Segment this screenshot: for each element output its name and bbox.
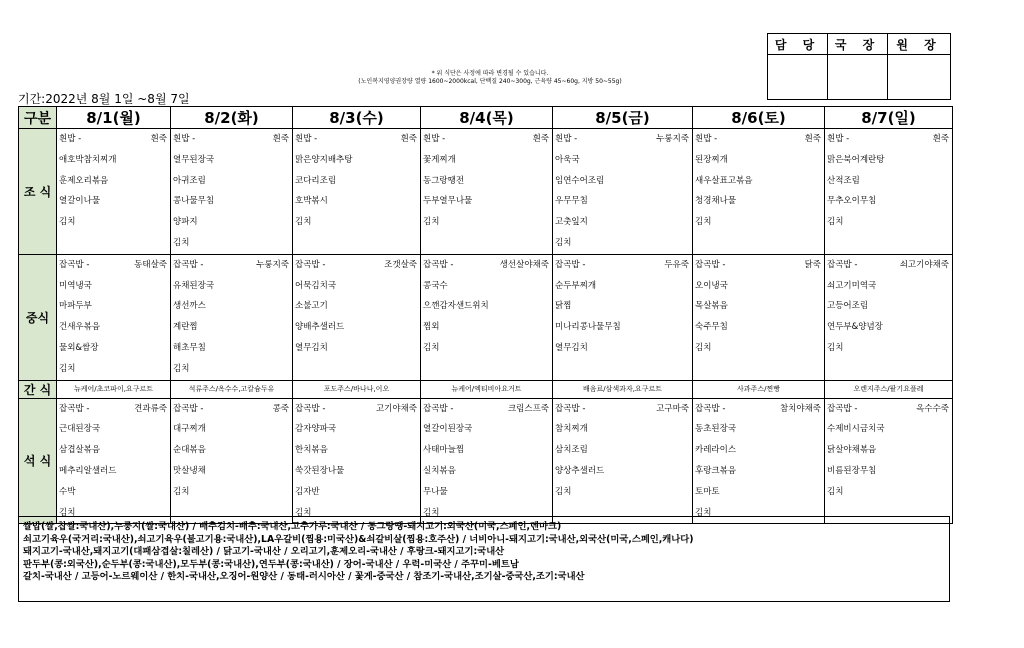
menu-item: 닭찜 bbox=[555, 301, 572, 312]
approval-label-staff: 담 당 bbox=[768, 34, 828, 55]
menu-item bbox=[293, 233, 420, 254]
rice-item: 잡곡밥 - bbox=[827, 259, 858, 270]
menu-item bbox=[553, 359, 692, 380]
menu-line bbox=[693, 399, 824, 420]
rice-item: 잡곡밥 - bbox=[827, 403, 858, 414]
approval-sign-director[interactable] bbox=[828, 55, 888, 100]
menu-line bbox=[293, 129, 420, 150]
approval-label-director: 국 장 bbox=[828, 34, 888, 55]
dinner-cell bbox=[171, 398, 293, 524]
menu-item: 김치 bbox=[59, 507, 76, 518]
menu-item: 참치찌개 bbox=[555, 424, 588, 435]
menu-item: 맑은북어계란탕 bbox=[827, 154, 885, 165]
rice-item: 잡곡밥 - bbox=[295, 403, 326, 414]
menu-line bbox=[171, 255, 292, 276]
menu-item: 코다리조림 bbox=[295, 175, 337, 186]
dinner-cell bbox=[293, 398, 421, 524]
menu-item: 김치 bbox=[695, 342, 712, 353]
menu-item: 감자양파국 bbox=[295, 424, 337, 435]
lunch-row bbox=[19, 254, 953, 380]
lunch-cell bbox=[825, 254, 953, 380]
menu-item: 아욱국 bbox=[555, 154, 580, 165]
menu-item: 청경채나물 bbox=[695, 196, 737, 207]
menu-item: 김치 bbox=[695, 507, 712, 518]
menu-item: 근대된장국 bbox=[59, 424, 101, 435]
menu-item: 꽃게찌개 bbox=[423, 154, 456, 165]
menu-item: 쇠고기미역국 bbox=[827, 280, 877, 291]
menu-item: 실치볶음 bbox=[423, 465, 456, 476]
menu-item: 김치 bbox=[827, 217, 844, 228]
menu-line bbox=[421, 129, 552, 150]
menu-item: 숙주무침 bbox=[695, 322, 728, 333]
approval-sign-staff[interactable] bbox=[768, 55, 828, 100]
rice-item: 잡곡밥 - bbox=[423, 259, 454, 270]
porridge-item: 흰죽 bbox=[150, 134, 167, 144]
menu-item: 김치 bbox=[695, 217, 712, 228]
porridge-item: 동태살죽 bbox=[134, 259, 167, 270]
menu-item: 삼겹살볶음 bbox=[59, 445, 101, 456]
porridge-item: 생선살야채죽 bbox=[499, 259, 549, 270]
day-header: 8/3(수) bbox=[293, 107, 421, 129]
menu-item: 건새우볶음 bbox=[59, 322, 101, 333]
menu-item: 김치 bbox=[295, 507, 312, 518]
rice-item: 잡곡밥 - bbox=[555, 259, 586, 270]
lunch-cell bbox=[693, 254, 825, 380]
snack-cell: 오렌지주스/팥기요플레 bbox=[825, 380, 953, 398]
rice-item: 잡곡밥 - bbox=[555, 403, 586, 414]
menu-item: 찜외 bbox=[423, 322, 440, 333]
porridge-item: 쇠고기야채죽 bbox=[899, 259, 949, 270]
menu-item: 무추오이무침 bbox=[827, 196, 877, 207]
menu-item: 카레라이스 bbox=[695, 445, 737, 456]
porridge-item: 누룽지죽 bbox=[256, 259, 289, 270]
menu-item: 연두부&양념장 bbox=[827, 322, 883, 333]
menu-notice bbox=[300, 70, 680, 86]
menu-line bbox=[421, 399, 552, 420]
snack-cell: 뉴케어/초코파이,요구르트 bbox=[57, 380, 171, 398]
menu-line bbox=[421, 255, 552, 276]
menu-item: 어묵김치국 bbox=[295, 280, 337, 291]
menu-item: 김치 bbox=[423, 342, 440, 353]
menu-item: 쑥갓된장나물 bbox=[295, 465, 345, 476]
snack-cell: 석류주스/옥수수,고칼슘두유 bbox=[171, 380, 293, 398]
origin-line: 쌀밥(쌀,찹쌀:국내산),누룽지(쌀:국내산) / 배추김치-배추:국내산,고추가루:국내산 / 동그랑땡-돼지고기:외국산(미국,스페인,덴마크) bbox=[23, 521, 562, 532]
menu-item: 순대볶음 bbox=[173, 445, 206, 456]
meal-label-breakfast: 조 식 bbox=[19, 129, 57, 255]
gubun-header: 구분 bbox=[19, 107, 57, 129]
menu-item: 훈제오리볶음 bbox=[59, 175, 109, 186]
menu-item: 새우살표고볶음 bbox=[695, 175, 753, 186]
menu-line bbox=[553, 129, 692, 150]
menu-item: 김치 bbox=[555, 237, 572, 248]
menu-item bbox=[825, 233, 952, 254]
menu-item: 물외&쌈장 bbox=[59, 342, 99, 353]
menu-item: 맑은양지배추탕 bbox=[295, 154, 353, 165]
menu-item bbox=[825, 359, 952, 380]
menu-line bbox=[57, 129, 170, 150]
menu-line bbox=[57, 399, 170, 420]
menu-line bbox=[825, 129, 952, 150]
menu-line bbox=[825, 399, 952, 420]
menu-item: 오이냉국 bbox=[695, 280, 728, 291]
menu-item: 삼치조림 bbox=[555, 445, 588, 456]
menu-item: 김치 bbox=[59, 217, 76, 228]
lunch-cell bbox=[171, 254, 293, 380]
dinner-row bbox=[19, 398, 953, 524]
rice-item: 잡곡밥 - bbox=[695, 259, 726, 270]
breakfast-cell bbox=[421, 129, 553, 255]
menu-item: 열무김치 bbox=[555, 342, 588, 353]
menu-item: 양배추샐러드 bbox=[295, 322, 345, 333]
day-header: 8/7(일) bbox=[825, 107, 953, 129]
breakfast-row bbox=[19, 129, 953, 255]
lunch-cell bbox=[421, 254, 553, 380]
menu-line bbox=[553, 255, 692, 276]
origin-line: 판두부(콩:외국산),순두부(콩:국내산),모두부(콩:국내산),연두부(콩:국내산) / 장어-국내산 / 우럭-미국산 / 주꾸미-베트남 bbox=[23, 558, 519, 570]
porridge-item: 흰죽 bbox=[272, 134, 289, 144]
porridge-item: 참치야채죽 bbox=[779, 403, 821, 414]
menu-item bbox=[693, 359, 824, 380]
lunch-cell bbox=[293, 254, 421, 380]
snack-cell: 배음료/삼색과자,요구르트 bbox=[553, 380, 693, 398]
menu-item: 양파지 bbox=[173, 217, 198, 228]
menu-item bbox=[693, 233, 824, 254]
notice-line: * 위 식단은 사정에 따라 변경될 수 있습니다. bbox=[431, 70, 549, 77]
menu-item: 미역냉국 bbox=[59, 280, 92, 291]
rice-item: 흰밥 - bbox=[423, 134, 446, 144]
breakfast-cell bbox=[171, 129, 293, 255]
menu-line bbox=[693, 255, 824, 276]
rice-item: 잡곡밥 - bbox=[173, 259, 204, 270]
menu-item: 양상추샐러드 bbox=[555, 465, 605, 476]
breakfast-cell bbox=[553, 129, 693, 255]
menu-line bbox=[293, 399, 420, 420]
menu-item: 아귀조림 bbox=[173, 175, 206, 186]
menu-item: 두부열무나물 bbox=[423, 196, 473, 207]
meal-label-lunch: 중식 bbox=[19, 254, 57, 380]
menu-item bbox=[293, 359, 420, 380]
breakfast-cell bbox=[693, 129, 825, 255]
menu-item: 대구찌개 bbox=[173, 424, 206, 435]
menu-item: 비름된장무침 bbox=[827, 465, 877, 476]
porridge-item: 흰죽 bbox=[804, 134, 821, 144]
menu-line bbox=[171, 399, 292, 420]
menu-item: 고등어조림 bbox=[827, 301, 869, 312]
menu-item: 우무무침 bbox=[555, 196, 588, 207]
porridge-item: 흰죽 bbox=[932, 134, 949, 144]
snack-cell: 포도주스/바나나,이오 bbox=[293, 380, 421, 398]
rice-item: 잡곡밥 - bbox=[295, 259, 326, 270]
menu-item bbox=[421, 233, 552, 254]
porridge-item: 견과류죽 bbox=[134, 403, 167, 414]
snack-cell: 뉴케어/엑티비아요거트 bbox=[421, 380, 553, 398]
porridge-item: 누룽지죽 bbox=[656, 134, 689, 144]
rice-item: 잡곡밥 - bbox=[59, 403, 90, 414]
dinner-cell bbox=[693, 398, 825, 524]
menu-item: 열무된장국 bbox=[173, 154, 215, 165]
menu-item: 동그랑땡전 bbox=[423, 175, 465, 186]
menu-item: 열무김치 bbox=[295, 342, 328, 353]
period-label: 기간:2022년 8월 1일 ~8월 7일 bbox=[18, 92, 190, 106]
menu-line bbox=[293, 255, 420, 276]
breakfast-cell bbox=[825, 129, 953, 255]
menu-item: 김치 bbox=[827, 486, 844, 497]
meal-label-snack: 간 식 bbox=[19, 380, 57, 398]
day-header: 8/4(목) bbox=[421, 107, 553, 129]
day-header: 8/2(화) bbox=[171, 107, 293, 129]
porridge-item: 크림스프죽 bbox=[507, 403, 549, 414]
breakfast-cell bbox=[293, 129, 421, 255]
menu-item: 닭살야채볶음 bbox=[827, 445, 877, 456]
rice-item: 흰밥 - bbox=[555, 134, 578, 144]
menu-item: 김치 bbox=[827, 342, 844, 353]
dinner-cell bbox=[553, 398, 693, 524]
menu-item: 열갈이나물 bbox=[59, 196, 101, 207]
porridge-item: 두유죽 bbox=[664, 259, 689, 270]
approval-sign-head[interactable] bbox=[888, 55, 951, 100]
porridge-item: 조갯살죽 bbox=[384, 259, 417, 270]
day-header: 8/5(금) bbox=[553, 107, 693, 129]
porridge-item: 콩죽 bbox=[272, 403, 289, 414]
menu-item: 생선까스 bbox=[173, 301, 206, 312]
rice-item: 흰밥 - bbox=[827, 134, 850, 144]
weekly-menu-table bbox=[18, 106, 953, 524]
menu-line bbox=[693, 129, 824, 150]
menu-item: 수제비시금치국 bbox=[827, 424, 885, 435]
rice-item: 흰밥 - bbox=[59, 134, 82, 144]
menu-item: 미나리콩나물무침 bbox=[555, 322, 621, 333]
menu-item bbox=[57, 233, 170, 254]
origin-line: 돼지고기-국내산,돼지고기(대패삼겹살:칠레산) / 닭고기-국내산 / 오리고기,훈제오리-국내산 / 후랑크-돼지고기:국내산 bbox=[23, 546, 505, 557]
rice-item: 흰밥 - bbox=[173, 134, 196, 144]
lunch-cell bbox=[553, 254, 693, 380]
menu-item: 동초된장국 bbox=[695, 424, 737, 435]
menu-item: 사태마늘찜 bbox=[423, 445, 465, 456]
menu-line bbox=[57, 255, 170, 276]
rice-item: 잡곡밥 - bbox=[59, 259, 90, 270]
menu-item: 해초무침 bbox=[173, 342, 206, 353]
origin-line: 갈치-국내산 / 고등어-노르웨이산 / 한치-국내산,오징어-원양산 / 동태-러시아산 / 꽃게-중국산 / 참조기-국내산,조기살-중국산,조기:국내산 bbox=[23, 571, 585, 582]
menu-item: 목살볶음 bbox=[695, 301, 728, 312]
snack-cell: 사과주스/찐빵 bbox=[693, 380, 825, 398]
menu-item: 계란찜 bbox=[173, 322, 198, 333]
menu-item: 으깬감자샌드위치 bbox=[423, 301, 489, 312]
meal-label-dinner: 석 식 bbox=[19, 398, 57, 524]
menu-item bbox=[421, 359, 552, 380]
origin-line: 쇠고기육우(국거리:국내산),쇠고기육우(불고기용:국내산),LA우갈비(찜용:미국산)&쇠갈비살(찜용:호주산) / 너비아니-돼지고기:국내산,외국산(미국,스페인,캐나다) bbox=[23, 533, 694, 545]
rice-item: 흰밥 - bbox=[295, 134, 318, 144]
porridge-item: 고기야채죽 bbox=[375, 403, 417, 414]
rice-item: 잡곡밥 - bbox=[173, 403, 204, 414]
rice-item: 잡곡밥 - bbox=[695, 403, 726, 414]
menu-item: 마파두부 bbox=[59, 301, 92, 312]
menu-item: 열갈이된장국 bbox=[423, 424, 473, 435]
menu-item: 김치 bbox=[173, 486, 190, 497]
menu-item: 콩국수 bbox=[423, 280, 448, 291]
porridge-item: 옥수수죽 bbox=[916, 403, 949, 414]
menu-item: 고춧잎지 bbox=[555, 217, 588, 228]
breakfast-cell bbox=[57, 129, 171, 255]
menu-item: 김치 bbox=[59, 363, 76, 374]
menu-item: 소불고기 bbox=[295, 301, 328, 312]
menu-item: 김치 bbox=[173, 363, 190, 374]
origin-info bbox=[18, 516, 950, 602]
dinner-cell bbox=[421, 398, 553, 524]
menu-item: 김치 bbox=[173, 237, 190, 248]
menu-item: 김치 bbox=[555, 486, 572, 497]
porridge-item: 닭죽 bbox=[804, 259, 821, 270]
notice-line: (노인복지영양권장량 열량 1600~2000kcal, 단백질 240~300g, 근육량 45~60g, 지방 50~55g) bbox=[358, 78, 622, 85]
menu-item: 김치 bbox=[423, 217, 440, 228]
menu-item: 후랑크볶음 bbox=[695, 465, 737, 476]
menu-item: 애호박참치찌개 bbox=[59, 154, 117, 165]
menu-item: 메추리알샐러드 bbox=[59, 465, 117, 476]
menu-item: 된장찌개 bbox=[695, 154, 728, 165]
menu-item: 무나물 bbox=[423, 486, 448, 497]
snack-row bbox=[19, 380, 953, 398]
rice-item: 흰밥 - bbox=[695, 134, 718, 144]
menu-item: 호박볶시 bbox=[295, 196, 328, 207]
menu-item: 김치 bbox=[295, 217, 312, 228]
porridge-item: 고구마죽 bbox=[656, 403, 689, 414]
menu-line bbox=[171, 129, 292, 150]
day-header: 8/1(월) bbox=[57, 107, 171, 129]
menu-line bbox=[825, 255, 952, 276]
lunch-cell bbox=[57, 254, 171, 380]
header-row bbox=[19, 107, 953, 129]
menu-item: 한치볶음 bbox=[295, 445, 328, 456]
porridge-item: 흰죽 bbox=[400, 134, 417, 144]
menu-item: 토마토 bbox=[695, 486, 720, 497]
approval-box bbox=[767, 33, 951, 100]
menu-item: 임연수어조림 bbox=[555, 175, 605, 186]
menu-item: 맛살냉채 bbox=[173, 465, 206, 476]
porridge-item: 흰죽 bbox=[532, 134, 549, 144]
rice-item: 잡곡밥 - bbox=[423, 403, 454, 414]
menu-line bbox=[553, 399, 692, 420]
menu-item: 산적조림 bbox=[827, 175, 860, 186]
dinner-cell bbox=[57, 398, 171, 524]
menu-item: 유채된장국 bbox=[173, 280, 215, 291]
menu-item: 순두부찌개 bbox=[555, 280, 597, 291]
menu-item: 김치 bbox=[423, 507, 440, 518]
day-header: 8/6(토) bbox=[693, 107, 825, 129]
menu-item: 수박 bbox=[59, 486, 76, 497]
approval-label-head: 원 장 bbox=[888, 34, 951, 55]
dinner-cell bbox=[825, 398, 953, 524]
menu-item: 김자반 bbox=[295, 486, 320, 497]
menu-item: 콩나물무침 bbox=[173, 196, 215, 207]
